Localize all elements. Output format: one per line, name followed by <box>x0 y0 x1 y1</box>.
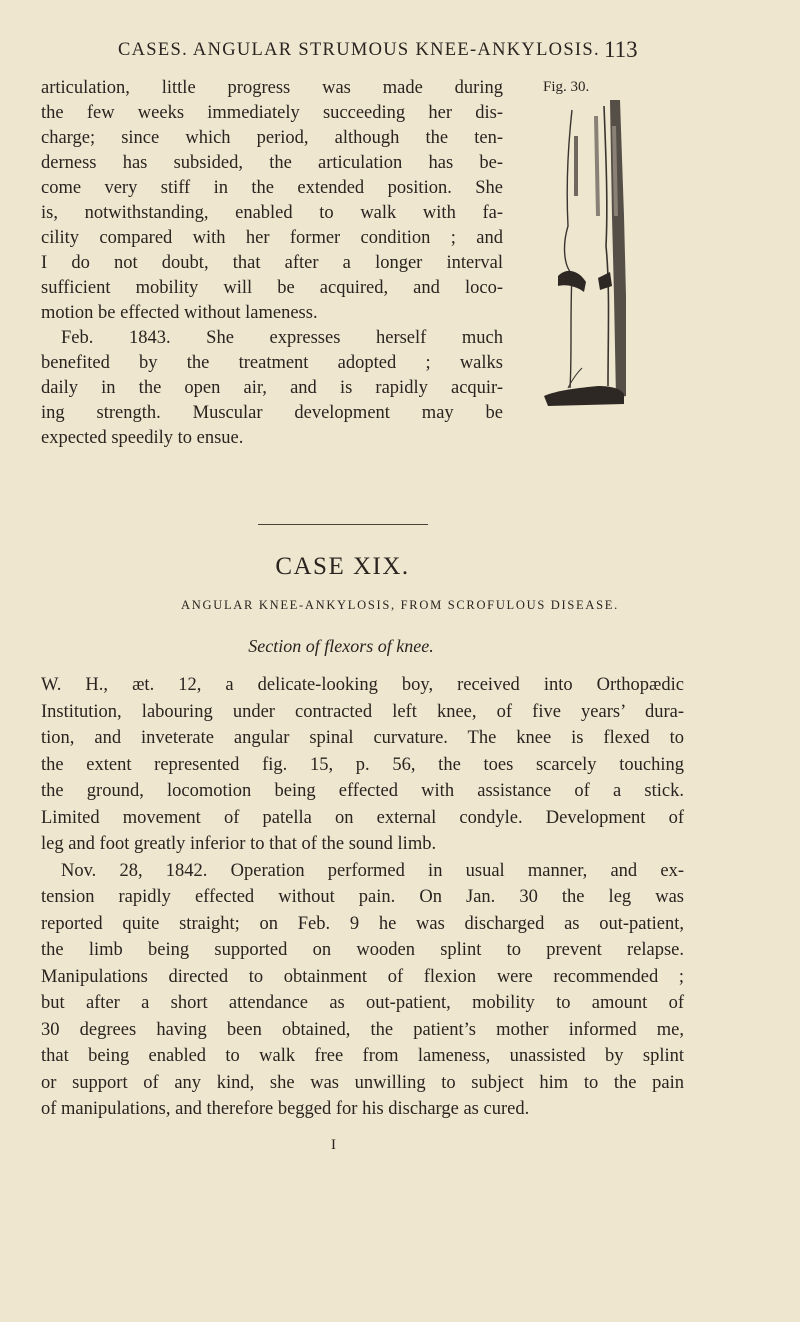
text-line: but after a short attendance as out-patient, mobility to amount of <box>41 993 684 1013</box>
text-line: the ground, locomotion being effected with assistance of a stick. <box>41 781 684 801</box>
text-line: Institution, labouring under contracted left knee, of five years’ dura- <box>41 701 684 722</box>
text-line: Feb. 1843. She expresses herself much <box>61 328 503 348</box>
case-body <box>41 672 684 1123</box>
leg-splint-illustration <box>528 96 634 410</box>
text-line: the limb being supported on wooden splint to prevent relapse. <box>41 940 684 960</box>
text-line: ing strength. Muscular development may be <box>41 403 503 423</box>
text-line: motion be effected without lameness. <box>41 303 318 323</box>
text-line: that being enabled to walk free from lameness, unassisted by splint <box>41 1046 684 1066</box>
section-heading: Section of flexors of knee. <box>248 636 434 656</box>
case-title: CASE XIX. <box>275 553 410 580</box>
text-line: of manipulations, and therefore begged for his discharge as cured. <box>41 1099 530 1119</box>
case-subtitle: ANGULAR KNEE-ANKYLOSIS, FROM SCROFULOUS DISEASE. <box>181 598 619 612</box>
running-head: CASES. ANGULAR STRUMOUS KNEE-ANKYLOSIS. <box>118 40 600 60</box>
section-divider <box>258 524 428 525</box>
text-line: Manipulations directed to obtainment of flexion were recommended ; <box>41 966 684 987</box>
text-line: leg and foot greatly inferior to that of the sound limb. <box>41 834 437 854</box>
text-line: the few weeks immediately succeeding her dis- <box>41 103 503 123</box>
text-line: derness has subsided, the articulation has be- <box>41 153 503 173</box>
text-line: benefited by the treatment adopted ; walks <box>41 353 503 373</box>
text-line: 30 degrees having been obtained, the patient’s mother informed me, <box>41 1019 684 1040</box>
text-line: is, notwithstanding, enabled to walk with fa- <box>41 203 503 223</box>
text-line: come very stiff in the extended position. She <box>41 178 503 198</box>
text-line: W. H., æt. 12, a delicate-looking boy, received into Orthopædic <box>41 675 684 695</box>
text-line: tension rapidly effected without pain. On Jan. 30 the leg was <box>41 887 684 907</box>
text-line: sufficient mobility will be acquired, and loco- <box>41 278 503 298</box>
text-line: Limited movement of patella on external condyle. Development of <box>41 807 684 828</box>
text-line: tion, and inveterate angular spinal curvature. The knee is flexed to <box>41 728 684 748</box>
figure-label: Fig. 30. <box>543 79 590 95</box>
text-line: articulation, little progress was made during <box>41 78 503 98</box>
top-paragraph <box>41 76 503 451</box>
page-number: 113 <box>604 37 638 62</box>
text-line: expected speedily to ensue. <box>41 428 244 448</box>
text-line: daily in the open air, and is rapidly acquir- <box>41 378 503 398</box>
text-line: charge; since which period, although the ten- <box>41 128 503 148</box>
text-line: or support of any kind, she was unwilling to subject him to the pain <box>41 1072 684 1093</box>
text-line: the extent represented fig. 15, p. 56, the toes scarcely touching <box>41 754 684 775</box>
text-line: cility compared with her former condition ; and <box>41 228 503 248</box>
text-line: Nov. 28, 1842. Operation performed in usual manner, and ex- <box>61 860 684 881</box>
text-line: I do not doubt, that after a longer interval <box>41 253 503 273</box>
text-line: reported quite straight; on Feb. 9 he was discharged as out-patient, <box>41 913 684 934</box>
signature-mark: I <box>331 1137 336 1153</box>
